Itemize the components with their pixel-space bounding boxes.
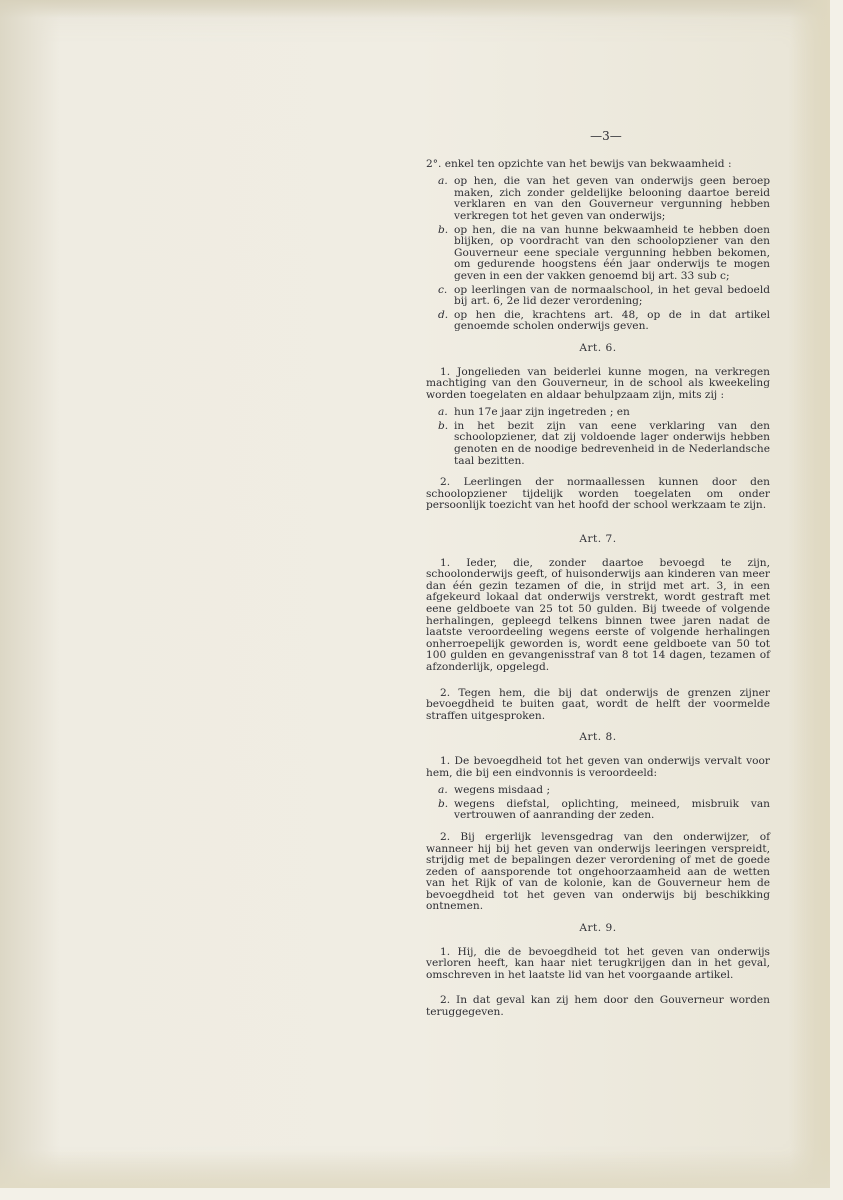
list-item <box>438 799 770 822</box>
article-7-para-2: 2. Tegen hem, die bij dat onderwijs de grenzen zijner bevoegdheid te buiten gaat, wordt de helft der voormelde straffen uitgesproken. <box>426 686 770 722</box>
list-item <box>438 285 770 308</box>
intro-line: 2°. enkel ten opzichte van het bewijs van bekwaamheid : <box>426 157 732 170</box>
item-text: wegens diefstal, oplichting, meineed, misbruik van vertrouwen of aanranding der zeden. <box>454 797 770 822</box>
item-marker: c. <box>438 283 448 296</box>
item-text: op hen die, krachtens art. 48, op de in dat artikel genoemde scholen onderwijs geven. <box>454 308 770 333</box>
article-7-para-1: 1. Ieder, die, zonder daartoe bevoegd te zijn, schoolonderwijs geeft, of huisonderwijs aan kinderen van meer dan één gezin tezamen of die, in strijd met art. 3, in een afgekeurd lokaal dat onderwijs verstrekt, wordt gestraft met eene geldboete van 25 tot 50 gulden. Bij tweede of volgende herhalingen, gepleegd telkens binnen twee jaren nadat de laatste veroordeeling wegens eerste of volgende herhalingen onherroepelijk geworden is, wordt eene geldboete van 50 tot 100 gulden en gevangenisstraf van 8 tot 14 dagen, tezamen of afzonderlijk, opgelegd. <box>426 556 770 673</box>
item-text: op hen, die na van hunne bekwaamheid te hebben doen blijken, op voordracht van den schoolopziener van den Gouverneur eene speciale vergunning hebben bekomen, om gedurende hoogstens één jaar onderwijs te mogen geven in een der vakken genoemd bij art. 33 sub c; <box>454 223 770 282</box>
item-text: in het bezit zijn van eene verklaring van den schoolopziener, dat zij voldoende lager onderwijs hebben genoten en de noodige bedrevenheid in de Nederlandsche taal bezitten. <box>454 419 770 467</box>
article-7-heading: Art. 7. <box>579 533 617 546</box>
article-6-para-2: 2. Leerlingen der normaallessen kunnen door den schoolopziener tijdelijk worden toegelaten om onder persoonlijk toezicht van het hoofd der school werkzaam te zijn. <box>426 476 770 512</box>
paper-edge-top <box>0 0 830 18</box>
item-text: wegens misdaad ; <box>454 784 551 797</box>
binding-margin <box>0 0 60 1188</box>
item-marker: b. <box>438 797 449 810</box>
article-9-para-1: 1. Hij, die de bevoegdheid tot het geven van onderwijs verloren heeft, kan haar niet terugkrijgen dan in het geval, omschreven in het laatste lid van het voorgaande artikel. <box>426 945 770 981</box>
item-marker: d. <box>438 308 449 321</box>
list-item <box>438 421 770 467</box>
sec1-list <box>426 176 770 333</box>
item-marker: b. <box>438 419 449 432</box>
paper-edge-right <box>790 0 830 1188</box>
article-8-para-2: 2. Bij ergerlijk levensgedrag van den onderwijzer, of wanneer hij bij het geven van onderwijs leeringen verspreidt, strijdig met de bepalingen dezer verordening of met de goede zeden of aansporende tot ongehoorzaamheid aan de wetten van het Rijk of van de kolonie, kan de Gouverneur hem de bevoegdheid tot het geven van onderwijs bij beschikking ontnemen. <box>426 830 770 913</box>
item-marker: b. <box>438 223 449 236</box>
item-marker: a. <box>438 175 448 188</box>
article-8-para-1: 1. De bevoegdheid tot het geven van onderwijs vervalt voor hem, die bij een eindvonnis is veroordeeld: <box>426 754 770 779</box>
item-marker: a. <box>438 406 448 419</box>
item-text: op leerlingen van de normaalschool, in het geval bedoeld bij art. 6, 2e lid dezer verordening; <box>454 283 770 308</box>
list-item <box>438 176 770 222</box>
list-item <box>438 407 770 419</box>
list-item <box>438 225 770 283</box>
item-marker: a. <box>438 784 448 797</box>
article-9-heading: Art. 9. <box>579 922 617 935</box>
article-8-heading: Art. 8. <box>579 731 617 744</box>
list-item <box>438 310 770 333</box>
article-6-heading: Art. 6. <box>579 341 617 354</box>
article-9-para-2: 2. In dat geval kan zij hem door den Gouverneur worden teruggegeven. <box>426 994 770 1019</box>
item-text: op hen, die van het geven van onderwijs geen beroep maken, zich zonder geldelijke belooning daartoe bereid verklaren en van den Gouverneur vergunning hebben verkregen tot het geven van onderwijs; <box>454 175 770 222</box>
page-number: —3— <box>590 129 622 143</box>
item-text: hun 17e jaar zijn ingetreden ; en <box>454 406 630 419</box>
article-6-para-1: 1. Jongelieden van beiderlei kunne mogen, na verkregen machtiging van den Gouverneur, in de school als kweekeling worden toegelaten en aldaar behulpzaam zijn, mits zij : <box>426 365 770 401</box>
paper-edge-bottom <box>0 1150 830 1188</box>
text-column <box>426 131 770 1025</box>
list-item <box>438 785 770 797</box>
